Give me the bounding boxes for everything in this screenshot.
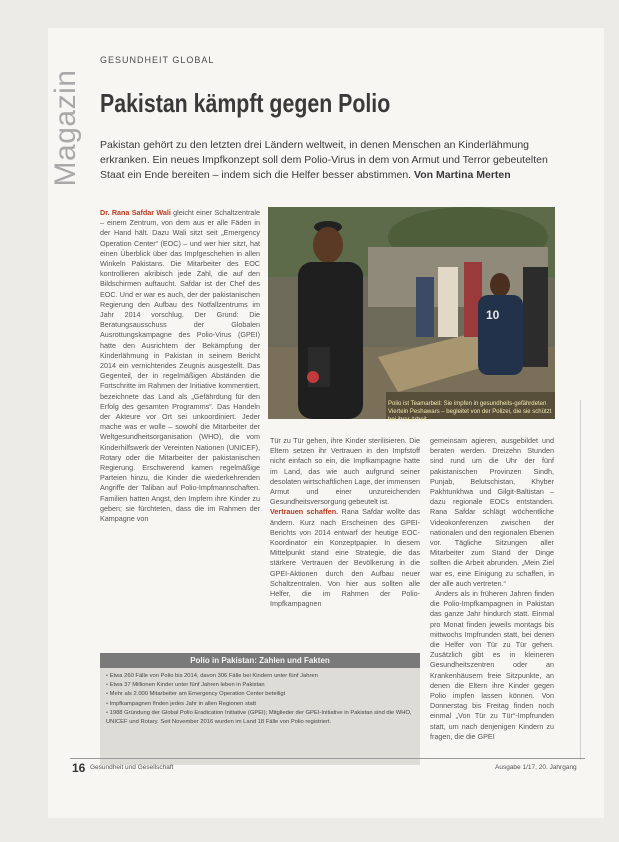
column-3-text-1: gemeinsam agieren, ausgebildet und beraten werden. Dreizehn Stunden sind rund um die Uhr der fünf pakistanischen Provinzen Sindh, Punjab, Belutschistan, Khyber Pakhtunkhwa und Gilgit-Baltistan – dazu regionale EOCs entstanden. Rana Safdar schlägt wöchentliche Videokonferenzen zwischen der nationalen und den regionalen Ebenen vor. Tägliche Sitzungen aller Mitarbeiter zum Stand der Dinge sollten die Arbeit abrunden. „Mein Ziel war es, eine Einigung zu schaffen, in der alle auch vertreten.“ — [430, 436, 554, 588]
column-2-text-2: Rana Safdar wollte das ändern. Kurz nach Erscheinen des GPEI-Berichts von 2014 entwarf der heutige EOC-Koordinator ein Konzeptpapier. In diesem Mittelpunkt stand eine Strategie, die das stärkere Vertrauen der Bevölkerung in die GPEI-Aktionen durch den Aufbau neuer Schaltzentralen. Von hier aus sollten alle Helfer, die im Rahmen der Polio-Impfkampagnen — [270, 507, 420, 609]
side-label-text: Magazin — [49, 69, 82, 187]
article-lead — [100, 138, 555, 183]
fact-item: • Etwa 260 Fälle von Polio bis 2014, davon 306 Fälle bei Kindern unter fünf Jahren — [106, 672, 414, 681]
author-byline: Von Martina Merten — [414, 169, 511, 181]
photo-caption: Polio ist Teamarbeit: Sie impfen in gesundheits-gefährdeten Vierteln Peshawars – begleitet von der Polizei, die sie schützt bei ihrer Arbeit. — [388, 401, 552, 423]
lead-text: Pakistan gehört zu den letzten drei Ländern weltweit, in denen Menschen an Kinderlähmung erkranken. Ein neues Impfkonzept soll dem Polio-Virus in dem von Armut und Terror gebeutelten Staat ein Ende bereiten – indem sich die Helfer besser abstimmen. — [100, 139, 548, 181]
fact-item: • Etwa 37 Millionen Kinder unter fünf Jahren leben in Pakistan — [106, 681, 414, 690]
section-label: GESUNDHEIT GLOBAL — [100, 55, 215, 65]
fact-item: • Mehr als 2.000 Mitarbeiter am Emergency Operation Center beteiligt — [106, 690, 414, 699]
photo-illustration — [268, 207, 555, 419]
footer-divider — [70, 758, 585, 759]
fact-box — [100, 653, 420, 765]
column-3-text-2: Anders als in früheren Jahren finden die Polio-Impfkampagnen in Pakistan das ganze Jahr hindurch statt. Einmal pro Monat finden jeweils montags bis mittwochs Impfrunden statt, bei denen die Helfer von Tür zu Tür gehen. Zusätzlich gibt es in kleineren Gesundheitszentren oder an Krankenhäusern freie Sitzpunkte, an denen die Eltern ihre Kinder gegen Polio impfen lassen können. Von Donnerstag bis Freitag finden noch einmal „Von Tür zu Tür“-Impfrunden statt, um nach denjenigen Kindern zu fragen, die die GPEI — [430, 589, 554, 741]
article-column-3 — [430, 436, 554, 816]
column-2-text-1: Tür zu Tür gehen, ihre Kinder sterilisieren. Die Eltern setzen ihr Vertrauen in den Impfstoff nicht einfach so ein, die Impfkampagne hatte im Land, das wie auch aufgrund seiner desolaten wirtschaftlichen Lage, der immensen Armut und einer unzureichenden Gesundheitsversorgung gebeutelt ist. — [270, 436, 420, 507]
article-column-2 — [270, 436, 420, 644]
fact-item: • 1988 Gründung der Global Polio Eradication Initiative (GPEI); Mitglieder der GPEI-Initiative in Pakistan sind die WHO, UNICEF und Rotary. Seit November 2016 wurden im Land 18 Fälle von Polio registriert. — [106, 709, 414, 727]
article-column-1 — [100, 208, 260, 638]
article-photo — [268, 207, 555, 419]
side-label — [46, 56, 86, 196]
margin-divider — [580, 400, 581, 760]
fact-box-title: Polio in Pakistan: Zahlen und Fakten — [100, 653, 420, 668]
column-1-text: gleicht einer Schaltzentrale – einem Zentrum, von dem aus er alle Fäden in der Hand hält. Dazu Wali sitzt seit „Emergency Operation Center“ (EOC) – und wer hier sitzt, hat einen Überblick über das Impfgeschehen in allen Winkeln Pakistans. Die Mitarbeiter des EOC kontrollieren akribisch jede Zahl, die auf den Bildschirmen auftaucht. Safdar ist der Chef des EOC. Und er war es auch, der der pakistanischen Regierung den Aufbau des Notfallzentrums im Jahr 2014 vorschlug. Der Grund: Die Beratungsausschuss der Globalen Ausrottungskampagne des Polio-Virus (GPEI) hatte den Ausrichtern der Bekämpfung der Kinderlähmung in Pakistan in seinem Bericht 2014 ein vernichtendes Zeugnis ausgestellt. Das Gegenteil, der in regelmäßigen Abständen die Fortschritte im Rahmen der Initiative kommentiert, bezeichnete das Land als „Gefährdung für den Erfolg des gesamten Programms“. Das Handeln der Akteure vor Ort sei unkoordiniert. Jeder mache was er wolle – sowohl die Mitarbeiter der Weltgesundheitsorganisation (WHO), die vom Kinderhilfswerk der Vereinten Nationen (UNICEF), Rotary oder die Mitarbeiter der pakistanischen Regierung. Erschwerend kamen regelmäßige Parteien hinzu, die Kinder die wiederkehrenden Angriffe der Taliban auf Polio-Impfmannschaften. Familien hatten Angst, den Impfern ihre Kinder zu geben; sie fürchteten, dass die im Rahmen der Kampagne von — [100, 208, 260, 524]
fact-list — [106, 672, 414, 727]
publication-name: Gesundheit und Gesellschaft — [90, 764, 174, 771]
issue-info: Ausgabe 1/17, 20. Jahrgang — [495, 764, 577, 771]
article-title: Pakistan kämpft gegen Polio — [100, 88, 391, 118]
fact-item: • Impfkampagnen finden jedes Jahr in allen Regionen statt — [106, 700, 414, 709]
page-number: 16 — [72, 761, 86, 775]
person-name: Dr. Rana Safdar Wali — [100, 208, 171, 217]
svg-text:10: 10 — [486, 308, 500, 322]
subheading: Vertrauen schaffen. — [270, 507, 339, 517]
